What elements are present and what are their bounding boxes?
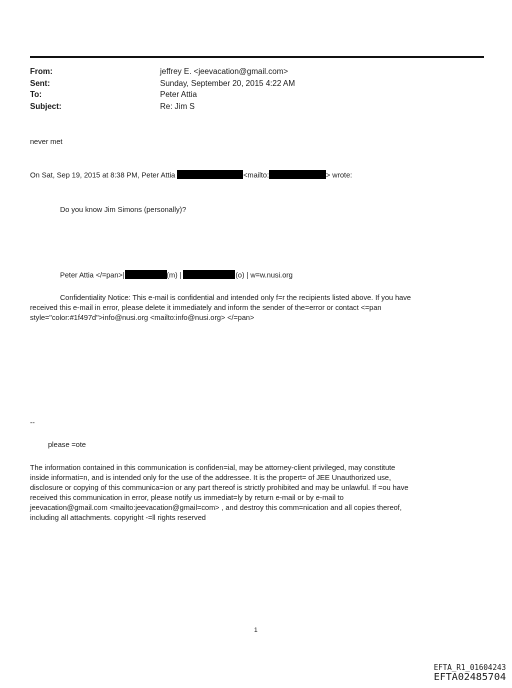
quote-intro	[30, 170, 352, 181]
subject-label: Subject:	[30, 101, 62, 111]
quoted-signature	[60, 270, 293, 281]
signature-separator: --	[30, 418, 35, 427]
to-value: Peter Attia	[160, 90, 197, 99]
redaction-block	[177, 170, 243, 179]
subject-row	[30, 101, 470, 113]
to-row	[30, 89, 470, 101]
confidentiality-line: received this e-mail in error, please delete it immediately and inform the sender of the=error or contact <=pan	[30, 303, 382, 312]
sent-value: Sunday, September 20, 2015 4:22 AM	[160, 78, 296, 88]
confidentiality-notice	[30, 293, 490, 323]
quote-intro-end: > wrote:	[326, 170, 353, 180]
signature-mobile: (m) |	[166, 270, 182, 280]
to-label: To:	[30, 90, 42, 99]
reply-text: never met	[30, 137, 63, 146]
disclaimer-line: received this communication in error, please notify us immediat=ly by return e-mail or by e-mail to	[30, 493, 344, 502]
confidentiality-line: Confidentiality Notice: This e-mail is confidential and intended only f=r the recipients listed above. If you have	[60, 293, 411, 302]
from-label: From:	[30, 67, 53, 76]
sent-label: Sent:	[30, 78, 50, 88]
quoted-question: Do you know Jim Simons (personally)?	[60, 205, 187, 214]
sent-row	[30, 78, 470, 90]
confidentiality-line: style="color:#1f497d">info@nusi.org <mailto:info@nusi.org> </=pan>	[30, 313, 255, 322]
signature-office: (o) | w=w.nusi.org	[235, 270, 293, 280]
quote-intro-mailto: <mailto:	[243, 170, 270, 180]
header-rule	[30, 56, 484, 58]
disclaimer-line: The information contained in this communication is confiden=ial, may be attorney-client privileged, may constitute	[30, 463, 396, 472]
email-header	[30, 66, 470, 114]
disclaimer-line: inside informati=n, and is intended only for the use of the addressee. It is the propert= of JEE Unauthorized use,	[30, 473, 392, 482]
from-value: jeffrey E. <jeevacation@gmail.com>	[160, 67, 289, 76]
redaction-block	[183, 270, 235, 279]
from-row	[30, 66, 470, 78]
quote-intro-start: On Sat, Sep 19, 2015 at 8:38 PM, Peter Attia	[30, 170, 178, 180]
efta-stamp-primary: EFTA_R1_01604243	[433, 663, 506, 672]
page-number: 1	[254, 627, 258, 634]
please-note: please =ote	[48, 440, 86, 449]
redaction-block	[269, 170, 326, 179]
disclaimer-line: disclosure or copying of this communica=ion or any part thereof is strictly prohibited and may be unlawful. If =ou have	[30, 483, 409, 492]
subject-value: Re: Jim S	[160, 101, 195, 111]
disclaimer	[30, 463, 490, 523]
efta-stamp-secondary: EFTA02485704	[433, 672, 506, 683]
disclaimer-line: including all attachments. copyright -=ll rights reserved	[30, 513, 206, 522]
signature-name: Peter Attia </=pan>|	[60, 270, 125, 280]
disclaimer-line: jeevacation@gmail.com <mailto:jeevacation@gmail=com> , and destroy this comm=nication and all copies thereof,	[30, 503, 402, 512]
redaction-block	[125, 270, 167, 279]
